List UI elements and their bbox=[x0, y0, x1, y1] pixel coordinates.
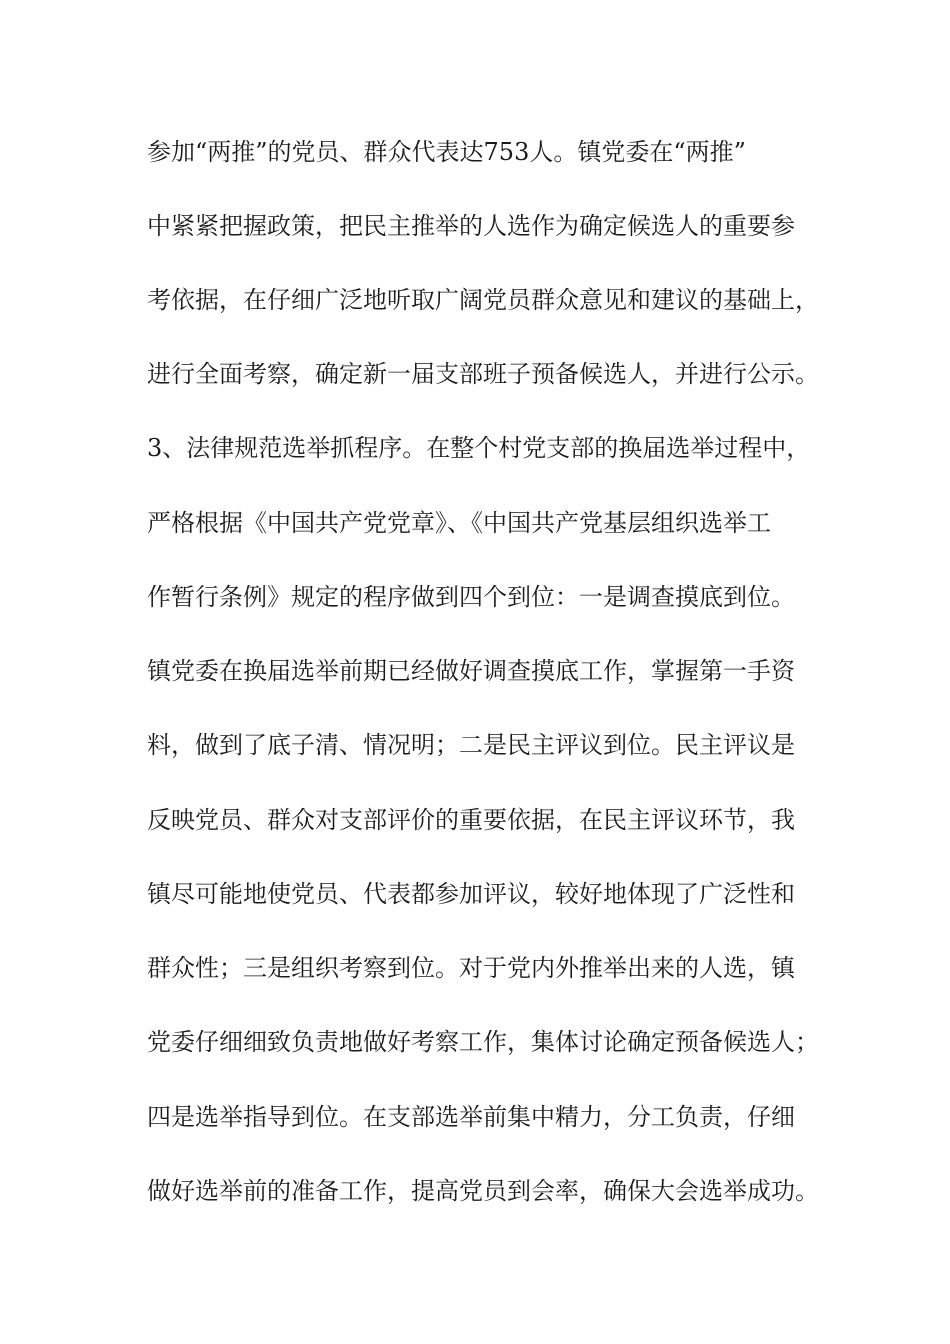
text-line-10: 反映党员、群众对支部评价的重要依据，在民主评议环节，我 bbox=[147, 806, 795, 834]
text-line-15: 做好选举前的准备工作，提高党员到会率，确保大会选举成功。 bbox=[147, 1177, 819, 1205]
text-line-5: 3、法律规范选举抓程序。在整个村党支部的换届选举过程中， bbox=[147, 434, 811, 462]
text-line-14: 四是选举指导到位。在支部选举前集中精力，分工负责，仔细 bbox=[147, 1103, 795, 1131]
text-line-13: 党委仔细细致负责地做好考察工作，集体讨论确定预备候选人； bbox=[147, 1028, 819, 1056]
text-line-3: 考依据，在仔细广泛地听取广阔党员群众意见和建议的基础上， bbox=[147, 286, 819, 314]
text-line-6: 严格根据《中国共产党党章》、《中国共产党基层组织选举工 bbox=[147, 509, 771, 537]
text-line-4: 进行全面考察，确定新一届支部班子预备候选人，并进行公示。 bbox=[147, 360, 819, 388]
text-line-11: 镇尽可能地使党员、代表都参加评议，较好地体现了广泛性和 bbox=[147, 880, 795, 908]
text-line-1: 参加“两推”的党员、群众代表达753人。镇党委在“两推” bbox=[147, 138, 746, 166]
text-line-9: 料，做到了底子清、情况明；二是民主评议到位。民主评议是 bbox=[147, 731, 795, 759]
text-line-8: 镇党委在换届选举前期已经做好调查摸底工作，掌握第一手资 bbox=[147, 657, 795, 685]
text-line-7: 作暂行条例》规定的程序做到四个到位：一是调查摸底到位。 bbox=[147, 583, 795, 611]
text-line-2: 中紧紧把握政策，把民主推举的人选作为确定候选人的重要参 bbox=[147, 212, 795, 240]
text-line-12: 群众性；三是组织考察到位。对于党内外推举出来的人选，镇 bbox=[147, 954, 795, 982]
